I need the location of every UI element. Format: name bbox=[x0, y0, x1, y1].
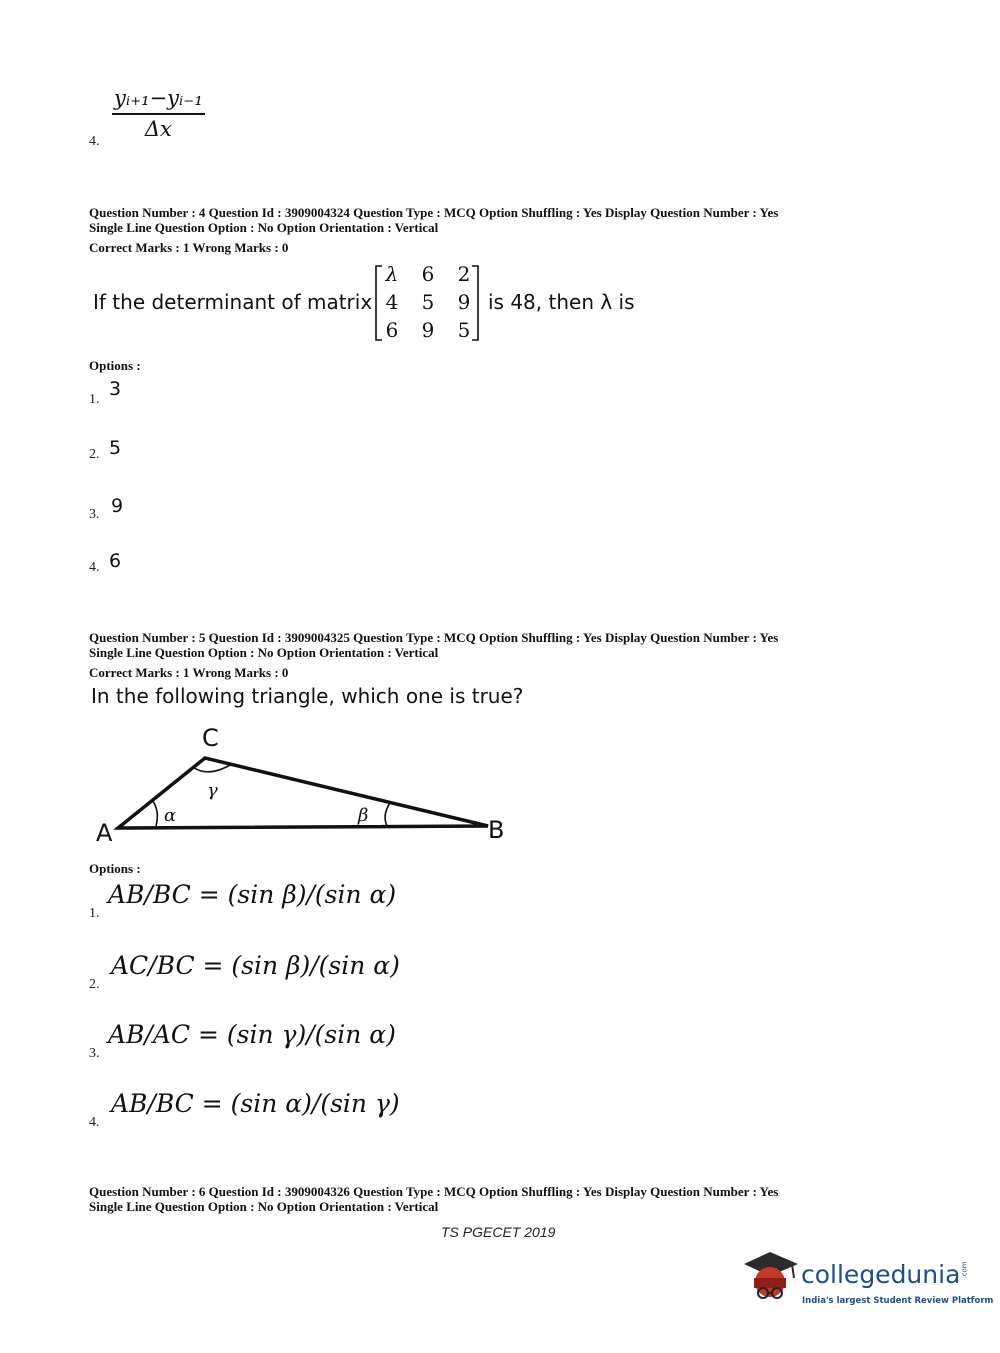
option-value: 5 bbox=[109, 437, 122, 459]
option-value: 3 bbox=[109, 378, 122, 400]
matrix-cell: λ bbox=[385, 262, 399, 286]
q4-meta-line3: Correct Marks : 1 Wrong Marks : 0 bbox=[89, 240, 289, 255]
option-number: 3. bbox=[89, 1046, 100, 1061]
option-formula: AB/BC = (sin β)/(sin α) bbox=[108, 880, 397, 909]
q4-matrix bbox=[372, 262, 482, 344]
q4-meta bbox=[89, 205, 778, 255]
prev-option-number: 4. bbox=[89, 134, 100, 149]
angle-arc-alpha bbox=[152, 800, 157, 826]
angle-label-alpha: α bbox=[164, 805, 177, 826]
brand-name: collegedunia bbox=[801, 1260, 961, 1289]
matrix-cell: 5 bbox=[421, 290, 435, 314]
q4-question-prefix: If the determinant of matrix bbox=[93, 290, 373, 314]
option-value: 9 bbox=[111, 495, 124, 517]
q4-options-label: Options : bbox=[89, 358, 141, 373]
option-number: 2. bbox=[89, 447, 100, 462]
q6-meta-line2: Single Line Question Option : No Option Orientation : Vertical bbox=[89, 1199, 439, 1214]
q6-meta-line1: Question Number : 6 Question Id : 3909004326 Question Type : MCQ Option Shuffling : Yes Display Question Number : Yes bbox=[89, 1184, 779, 1199]
q4-meta-line1: Question Number : 4 Question Id : 3909004324 Question Type : MCQ Option Shuffling : Yes Display Question Number : Yes bbox=[89, 205, 779, 220]
vertex-label-a: A bbox=[96, 819, 113, 847]
matrix-cell: 6 bbox=[385, 318, 399, 342]
vertex-label-c: C bbox=[202, 724, 219, 752]
option-value: 6 bbox=[109, 550, 122, 572]
matrix-cell: 4 bbox=[385, 290, 399, 314]
angle-arc-beta bbox=[385, 803, 390, 826]
q5-meta-line1: Question Number : 5 Question Id : 3909004325 Question Type : MCQ Option Shuffling : Yes Display Question Number : Yes bbox=[89, 630, 779, 645]
formula-denominator: Δx bbox=[144, 117, 172, 141]
option-number: 1. bbox=[89, 392, 100, 407]
option-number: 2. bbox=[89, 977, 100, 992]
matrix-cell: 2 bbox=[457, 262, 471, 286]
footer-exam-name: TS PGECET 2019 bbox=[441, 1224, 556, 1240]
q4-meta-line2: Single Line Question Option : No Option Orientation : Vertical bbox=[89, 220, 439, 235]
option-formula: AC/BC = (sin β)/(sin α) bbox=[111, 951, 400, 980]
brand-suffix: .com bbox=[960, 1261, 969, 1279]
q5-options-label: Options : bbox=[89, 861, 141, 876]
angle-label-beta: β bbox=[358, 805, 369, 826]
option-formula: AB/AC = (sin γ)/(sin α) bbox=[108, 1020, 396, 1049]
q5-meta-line3: Correct Marks : 1 Wrong Marks : 0 bbox=[89, 665, 289, 680]
option-number: 3. bbox=[89, 507, 100, 522]
q4-question-suffix: is 48, then λ is bbox=[488, 290, 635, 314]
option-number: 1. bbox=[89, 906, 100, 921]
angle-label-gamma: γ bbox=[207, 780, 218, 801]
q6-meta bbox=[89, 1184, 778, 1214]
matrix-cell: 6 bbox=[421, 262, 435, 286]
vertex-label-b: B bbox=[488, 816, 505, 844]
brand-tagline: India's largest Student Review Platform bbox=[802, 1296, 994, 1306]
triangle-figure bbox=[90, 720, 530, 855]
matrix-cell: 5 bbox=[457, 318, 471, 342]
prev-option-formula bbox=[112, 86, 205, 141]
graduate-mascot-icon bbox=[740, 1246, 802, 1308]
matrix-cell: 9 bbox=[457, 290, 471, 314]
q5-meta bbox=[89, 630, 778, 680]
option-formula: AB/BC = (sin α)/(sin γ) bbox=[111, 1089, 400, 1118]
option-number: 4. bbox=[89, 560, 100, 575]
matrix-cell: 9 bbox=[421, 318, 435, 342]
option-number: 4. bbox=[89, 1115, 100, 1130]
collegedunia-logo[interactable] bbox=[740, 1244, 994, 1312]
q5-question: In the following triangle, which one is true? bbox=[91, 684, 524, 708]
q5-meta-line2: Single Line Question Option : No Option Orientation : Vertical bbox=[89, 645, 439, 660]
formula-numerator: yᵢ₊₁−yᵢ₋₁ bbox=[112, 86, 205, 115]
